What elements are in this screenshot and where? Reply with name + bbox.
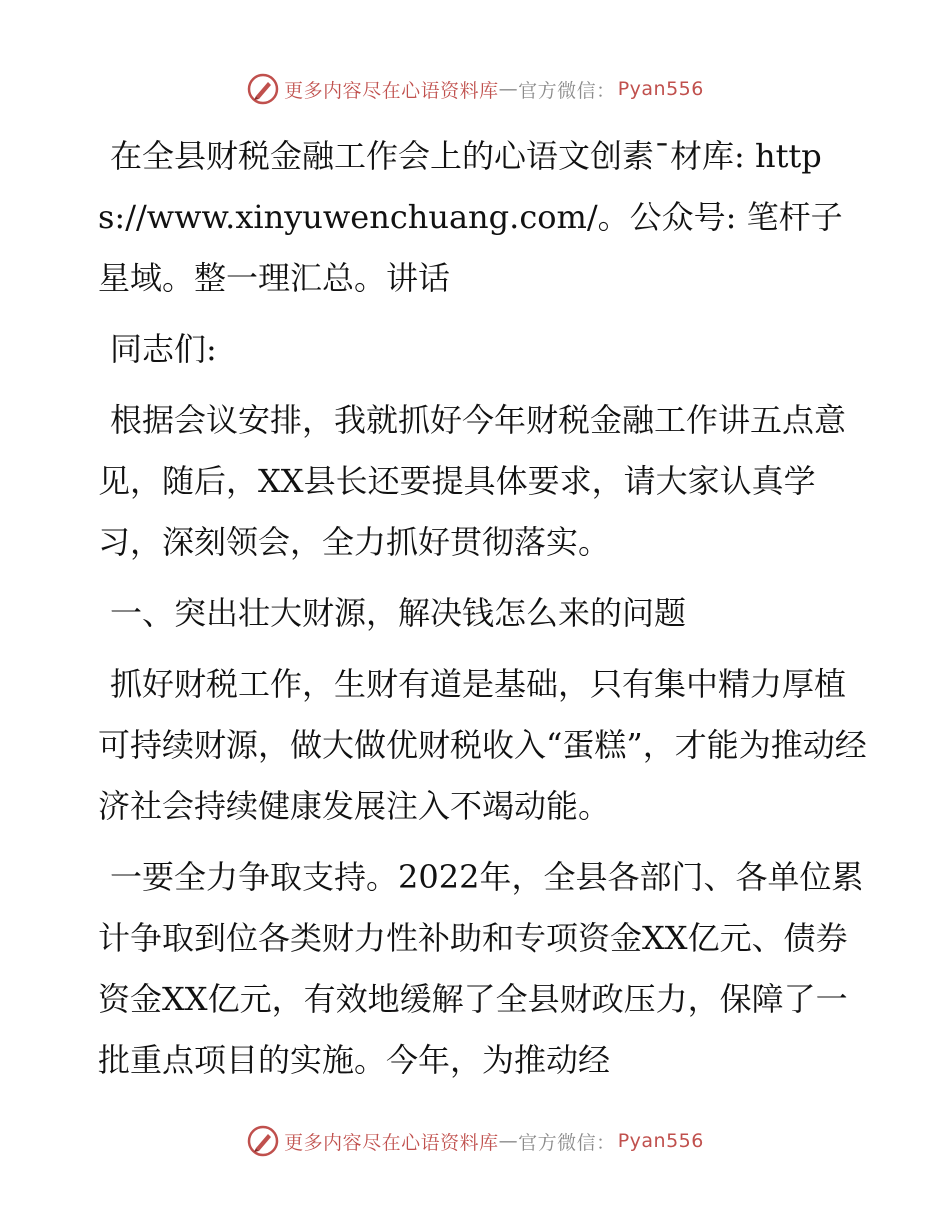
doc-title-paragraph: 在全县财税金融工作会上的心语文创素¯材库: https://www.xinyuwenchuang.com/。公众号: 笔杆子星域。整一理汇总。讲话 [98, 137, 843, 297]
banner-wechat-id: Pyan556 [617, 1130, 704, 1152]
salutation-paragraph: 同志们: [110, 330, 217, 368]
header-banner [0, 72, 950, 106]
footer-banner [0, 1124, 950, 1158]
banner-main-text: 更多内容尽在心语资料库 [284, 1131, 499, 1154]
body-paragraph: 抓好财税工作，生财有道是基础，只有集中精力厚植可持续财源，做大做优财税收入“蛋糕”，才能为推动经济社会持续健康发展注入不竭动能。 [98, 665, 867, 825]
section-heading: 一、突出壮大财源，解决钱怎么来的问题 [110, 594, 687, 632]
pen-logo-icon [246, 72, 280, 106]
banner-wechat-label: 官方微信： [518, 1131, 616, 1154]
body-paragraph: 一要全力争取支持。2022年，全县各部门、各单位累计争取到位各类财力性补助和专项资金XX亿元、债券资金XX亿元，有效地缓解了全县财政压力，保障了一批重点项目的实施。今年，为推动经 [98, 858, 864, 1079]
banner-wechat-label: 官方微信： [518, 79, 616, 102]
banner-separator: — [498, 78, 519, 100]
pen-logo-icon [246, 1124, 280, 1158]
document-body [98, 126, 868, 1101]
body-paragraph: 根据会议安排，我就抓好今年财税金融工作讲五点意见，随后，XX县长还要提具体要求，请大家认真学习，深刻领会，全力抓好贯彻落实。 [98, 401, 847, 561]
banner-wechat-id: Pyan556 [617, 78, 704, 100]
banner-separator: — [498, 1130, 519, 1152]
banner-main-text: 更多内容尽在心语资料库 [284, 79, 499, 102]
